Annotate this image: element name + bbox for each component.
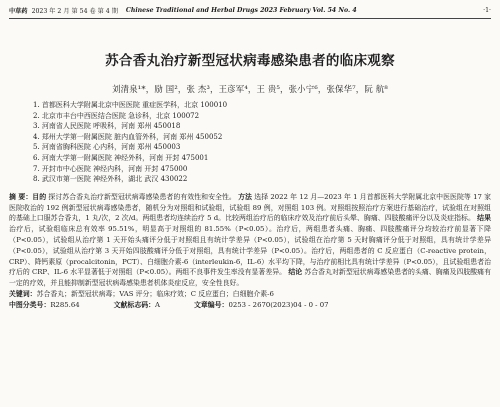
affiliation-item: 1. 首都医科大学附属北京中医医院 重症医学科，北京 100010: [33, 101, 228, 109]
conclusion-text: 苏合香丸对新型冠状病毒感染患者的头痛、胸痛及四肢酸痛有一定的疗效，并且能抑制新型冠状病毒感染患者机体炎症反应，安全性良好。: [9, 268, 491, 288]
article-title: 苏合香丸治疗新型冠状病毒感染患者的临床观察: [105, 53, 395, 69]
affiliation-item: 8. 武汉市第一医院 神经外科，湖北 武汉 430022: [33, 175, 188, 184]
classification-line: [9, 300, 491, 311]
article-number-value: 0253 - 2670(2023)04 - 0 - 07: [228, 300, 329, 309]
article-number-block: [194, 300, 329, 311]
clc-value: R285.64: [50, 300, 80, 309]
doc-code-label: 文献标志码：: [113, 300, 155, 309]
issue-info: 2023 年 2 月 第 54 卷 第 4 期: [31, 8, 118, 15]
affiliation-list: [9, 100, 491, 185]
journal-english-info: Chinese Traditional and Herbal Drugs 2023 February Vol. 54 No. 4: [125, 7, 357, 14]
page-number: ·1·: [483, 7, 491, 14]
objective-text: 探讨苏合香丸治疗新型冠状病毒感染患者的有效性和安全性。: [48, 192, 236, 201]
affiliation-item: 3. 河南省人民医院 呼吸科，河南 郑州 450018: [33, 122, 181, 131]
affiliation-item: 2. 北京市丰台中西医结合医院 急诊科，北京 100072: [33, 111, 200, 120]
journal-name: 中草药: [9, 8, 28, 15]
keywords-line: [9, 289, 491, 300]
clc-block: [9, 300, 80, 311]
objective-label: 目的: [32, 192, 47, 201]
doc-code-value: A: [155, 300, 160, 309]
author-list: 刘清泉¹*，励 国²，张 杰³，王彦军⁴，王 贵⁵，张小宁⁶，张保华⁷，阮 航⁸: [112, 84, 388, 94]
affiliation-item: 4. 郑州大学第一附属医院 脏内血管外科，河南 郑州 450052: [33, 132, 223, 141]
running-header: [9, 6, 491, 19]
affiliation-item: 7. 开封市中心医院 神经内科，河南 开封 475000: [33, 164, 188, 173]
keywords-text: 苏合香丸；新型冠状病毒；VAS 评分；临床疗效；C 反应蛋白；白细胞介素-6: [36, 289, 274, 298]
affiliation-item: 5. 河南省胸科医院 心内科，河南 郑州 450003: [33, 143, 181, 152]
article-number-label: 文章编号：: [193, 300, 229, 309]
clc-label: 中图分类号：: [9, 300, 51, 309]
methods-label: 方法: [238, 192, 252, 201]
abstract-label: 摘 要：: [9, 192, 33, 201]
results-text: 治疗后，试验组临床总有效率 95.51%，明显高于对照组的 81.55%（P<0.05）。治疗后，两组患者头痛、胸痛、四肢酸痛评分均较治疗前显著下降（P<0.05），试验组从治疗第 1 天开始头痛评分低于对照组且有统计学差异（P<0.05），试验组在治疗第 5 天时胸痛评分低于对照组，具有统计学差异（P<0.05），试验组从治疗第 3 天开始四肢酸痛评分低于对照组，具有统计学差异（P<0.05）。治疗后，两组患者的 C 反应蛋白（C-reactive protein，CRP）、降钙素原（procalcitonin，PCT）、白细胞介素-6（interleukin-6，IL-6）水平均下降，与治疗前相比具有统计学差异（P<0.05），且试验组患者治疗后的 CRP、IL-6 水平显著低于对照组（P<0.05）。两组不良事件发生率没有显著差异。: [9, 225, 491, 277]
results-label: 结果: [477, 214, 492, 223]
affiliation-item: 6. 河南大学第一附属医院 神经外科，河南 开封 475001: [33, 153, 209, 162]
abstract: [9, 192, 491, 289]
methods-text: 选择 2022 年 12 月—2023 年 1 月首都医科大学附属北京中医医院等 17 家医院收治的 192 例新型冠状病毒感染患者，随机分为对照组和试验组，试验组 89 例，对照组 103 例。对照组按照治疗方案进行基础治疗，试验组在对照组的基础上口服苏合香丸，1 丸/次，2 次/d。两组患者均连续治疗 5 d。比较两组治疗后的临床疗效及治疗前后头晕、胸痛、四肢酸痛评分以及炎症指标。: [9, 192, 491, 223]
conclusion-label: 结论: [288, 268, 303, 277]
keywords-label: 关键词：: [9, 289, 37, 298]
doc-code-block: [114, 300, 160, 311]
